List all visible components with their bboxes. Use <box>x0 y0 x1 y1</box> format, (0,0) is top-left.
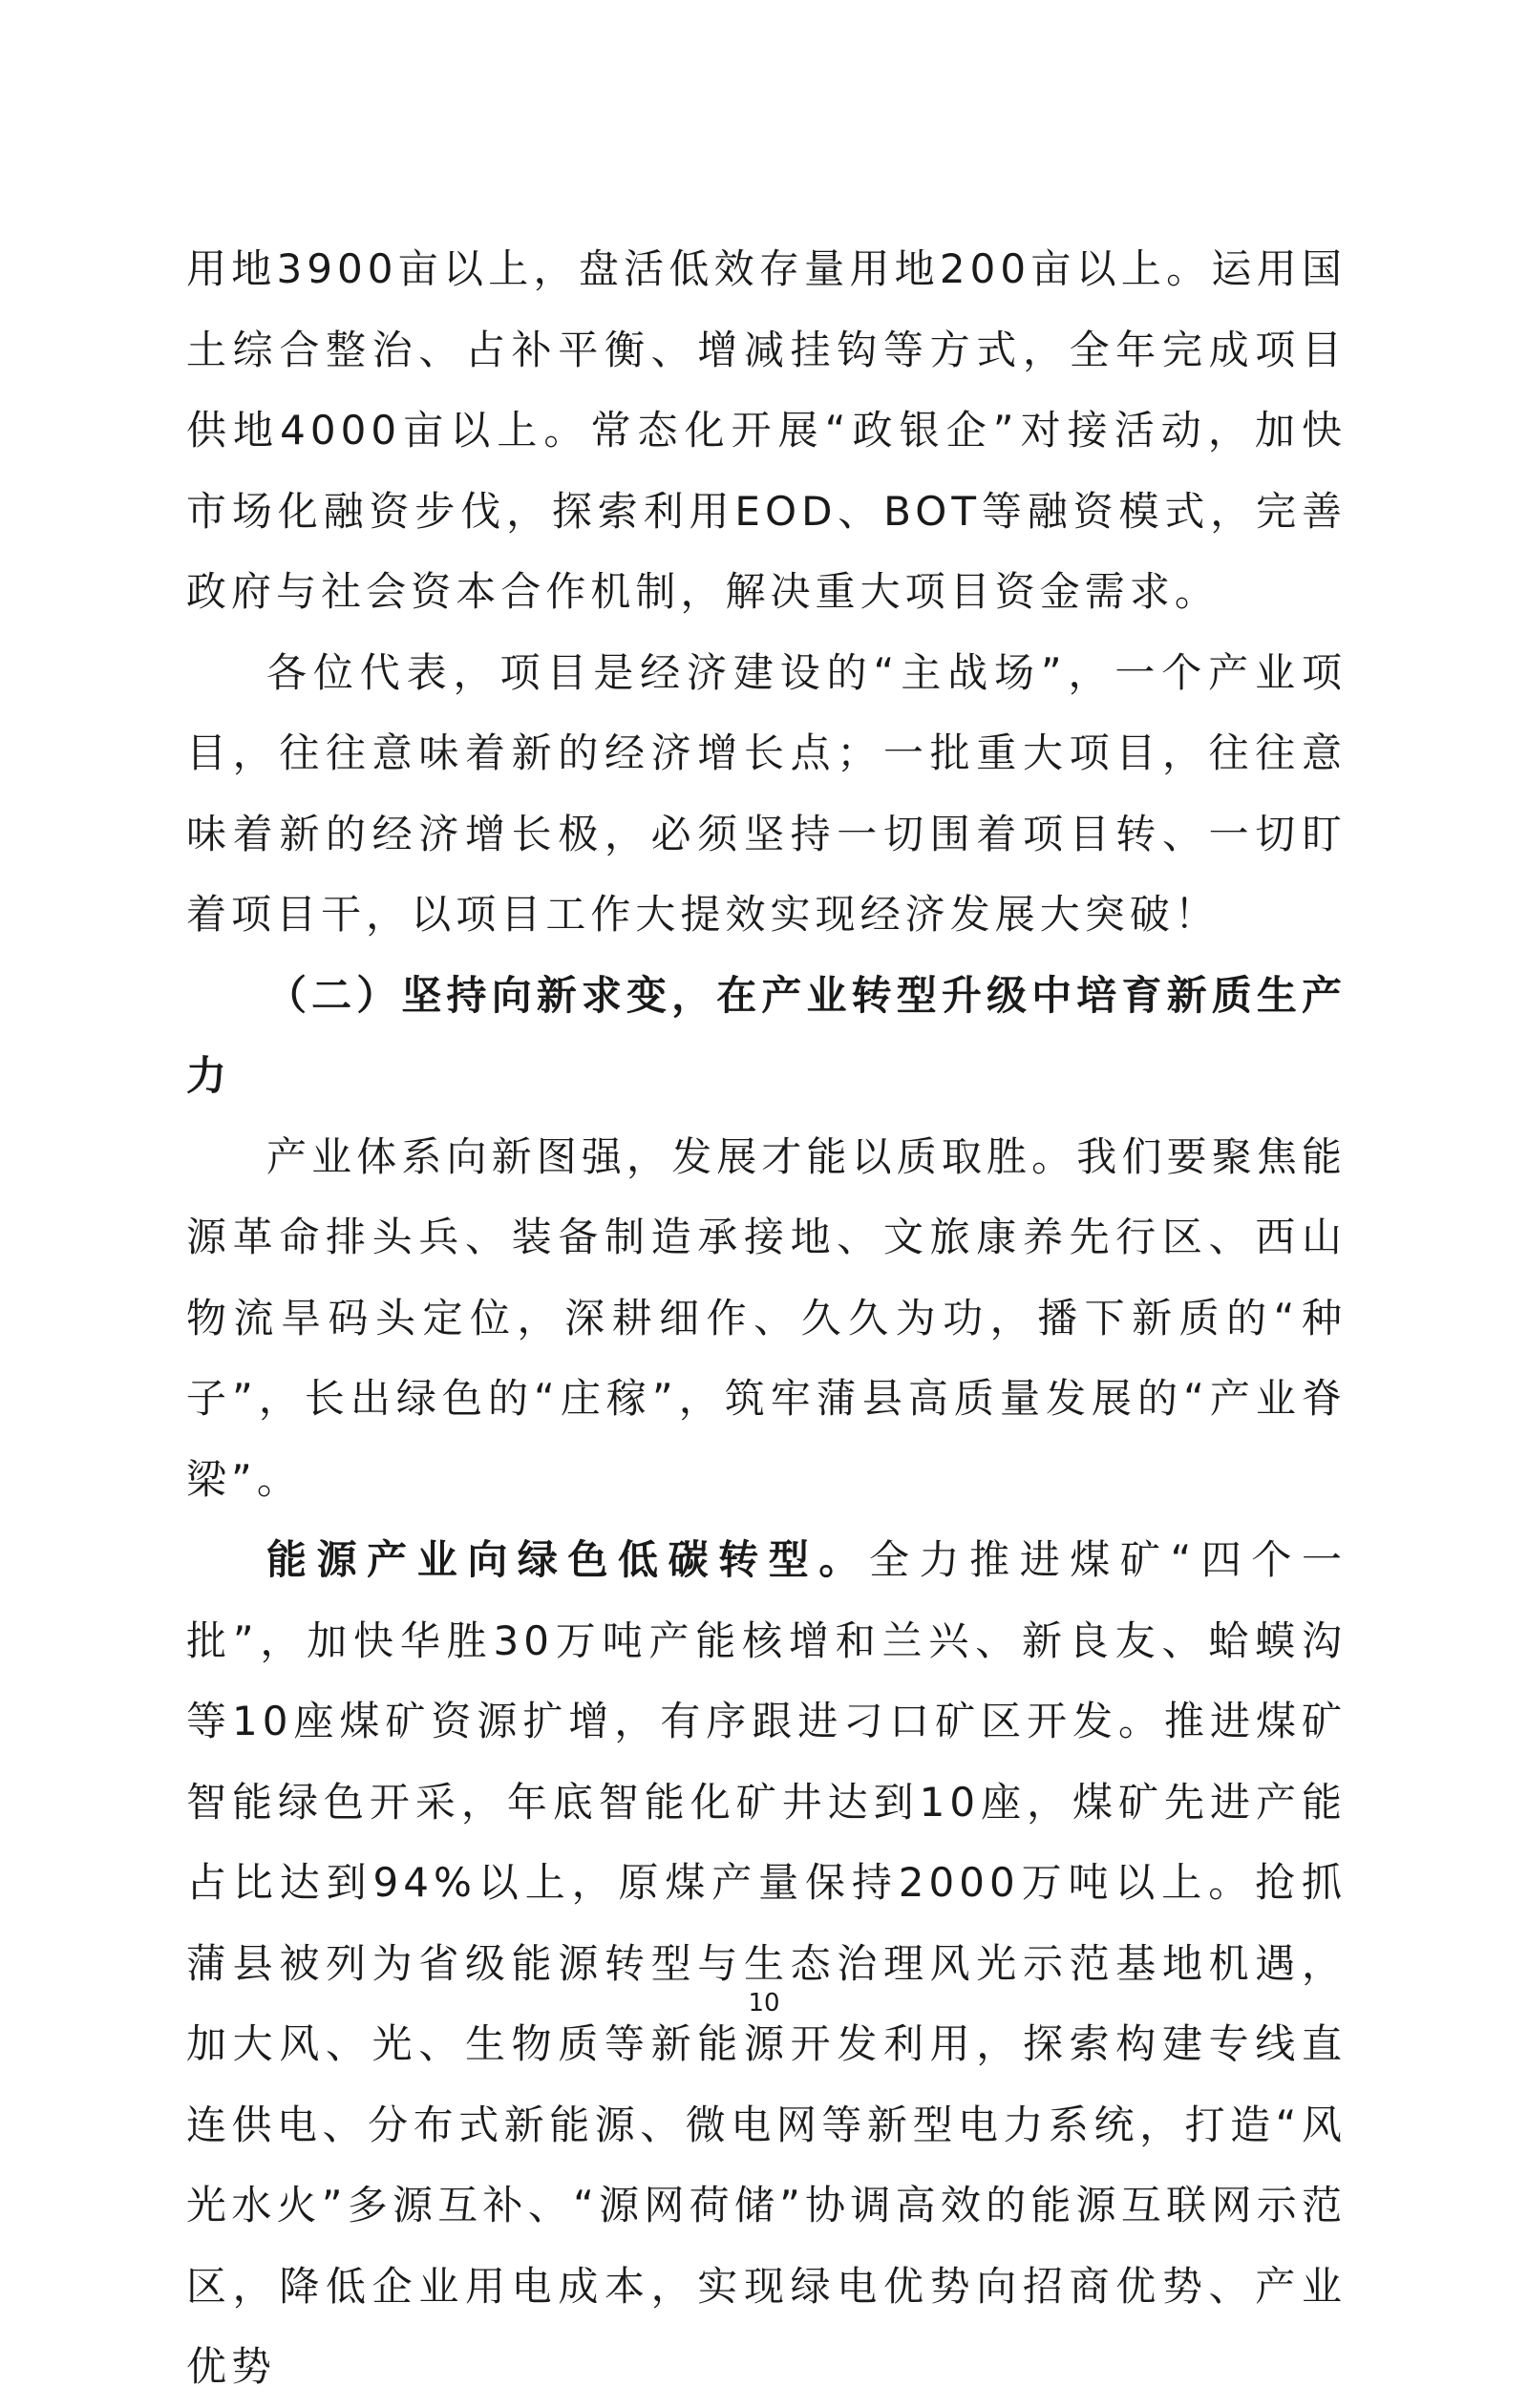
page-number: 10 <box>748 1989 780 2017</box>
section-heading: （二）坚持向新求变，在产业转型升级中培育新质生产力 <box>186 971 1347 1099</box>
paragraph-land-and-financing: 用地3900亩以上，盘活低效存量用地200亩以上。运用国土综合整治、占补平衡、增减挂钩等方式，全年完成项目供地4000亩以上。常态化开展“政银企”对接活动，加快市场化融资步伐，探索利用EOD、BOT等融资模式，完善政府与社会资本合作机制，解决重大项目资金需求。 <box>186 245 1347 615</box>
paragraph-lead-phrase: 能源产业向绿色低碳转型。 <box>266 1536 869 1583</box>
paragraph-project-importance: 各位代表，项目是经济建设的“主战场”，一个产业项目，往往意味着新的经济增长点；一批重大项目，往往意味着新的经济增长极，必须坚持一切围着项目转、一切盯着项目干，以项目工作大提效实现经济发展大突破！ <box>186 648 1347 938</box>
paragraph-energy-text: 全力推进煤矿“四个一批”，加快华胜30万吨产能核增和兰兴、新良友、蛤蟆沟等10座煤矿资源扩增，有序跟进刁口矿区开发。推进煤矿智能绿色开采，年底智能化矿井达到10座，煤矿先进产能占比达到94%以上，原煤产量保持2000万吨以上。抢抓蒲县被列为省级能源转型与生态治理风光示范基地机遇，加大风、光、生物质等新能源开发利用，探索构建专线直连供电、分布式新能源、微电网等新型电力系统，打造“风光水火”多源互补、“源网荷储”协调高效的能源互联网示范区，降低企业用电成本，实现绿电优势向招商优势、产业优势 <box>186 1536 1347 2390</box>
document-body <box>186 229 1347 2408</box>
paragraph-industry-system: 产业体系向新图强，发展才能以质取胜。我们要聚焦能源革命排头兵、装备制造承接地、文旅康养先行区、西山物流旱码头定位，深耕细作、久久为功，播下新质的“种子”，长出绿色的“庄稼”，筑牢蒲县高质量发展的“产业脊梁”。 <box>186 1132 1347 1503</box>
paragraph-energy-industry <box>186 1520 1347 2408</box>
